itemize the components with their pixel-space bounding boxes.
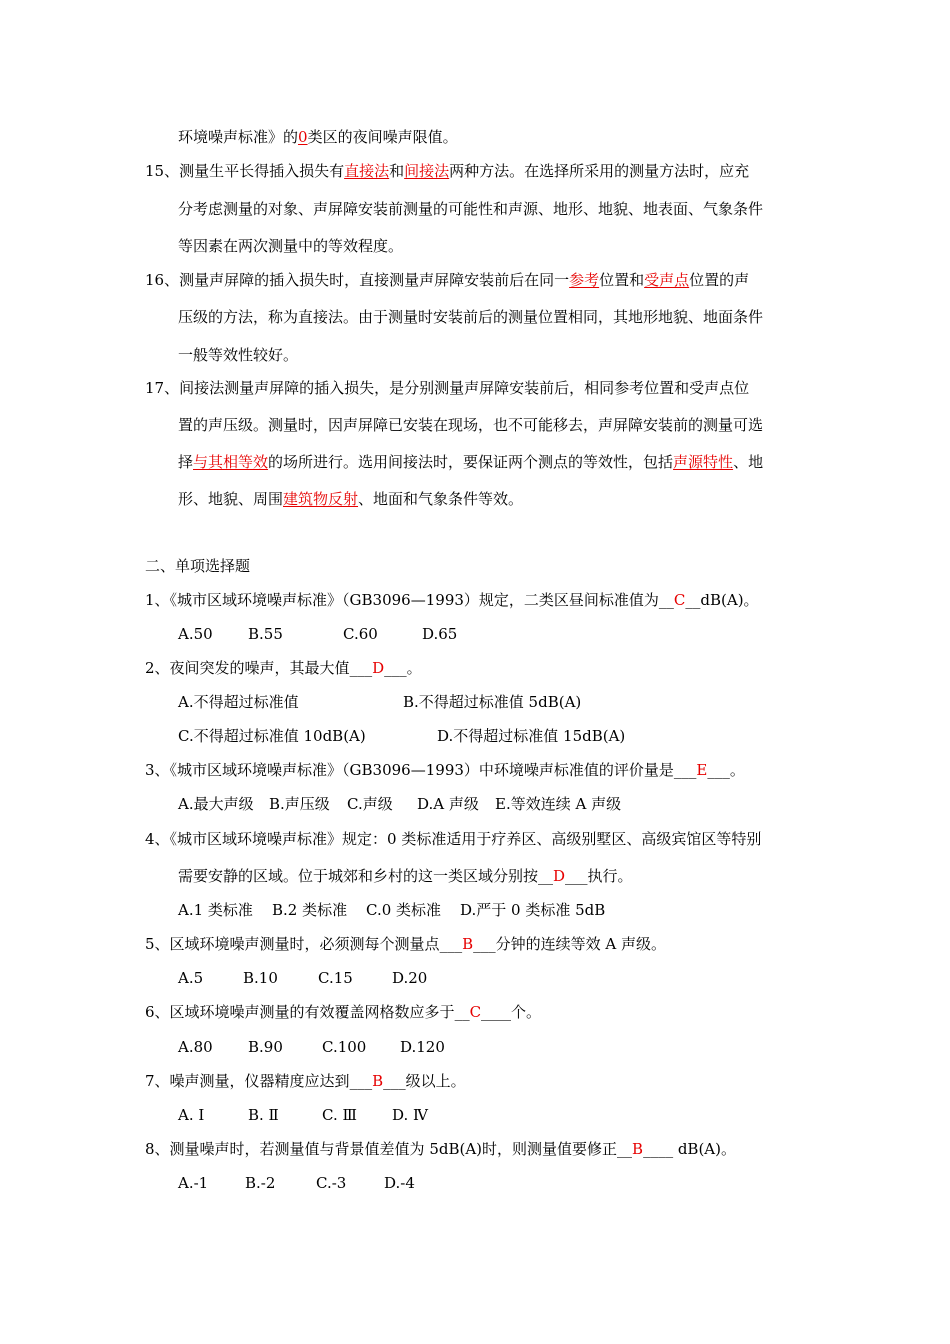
answer: C: [673, 591, 686, 609]
q8-option: B.-2: [245, 1174, 276, 1192]
q8-option: A.-1: [178, 1174, 209, 1192]
q16-line1: 16、测量声屏障的插入损失时，直接测量声屏障安装前后在同一参考位置和受声点位置的声: [145, 271, 750, 289]
q7-stem: 7、噪声测量，仪器精度应达到___B___级以上。: [145, 1072, 466, 1090]
q5-option: D.20: [392, 969, 428, 987]
q2-stem: 2、夜间突发的噪声，其最大值___D___。: [145, 659, 422, 677]
q3-option: E.等效连续 A 声级: [495, 795, 622, 813]
answer: D: [372, 659, 385, 677]
q6-option: B.90: [248, 1038, 283, 1056]
q1-option: D.65: [422, 625, 458, 643]
answer: 间接法: [404, 162, 450, 180]
answer: 与其相等效: [193, 453, 269, 471]
q4-option: A.1 类标准: [178, 901, 253, 919]
q17-line3: 择与其相等效的场所进行。选用间接法时，要保证两个测点的等效性，包括声源特性、地: [178, 453, 764, 471]
q1-stem: 1、《城市区域环境噪声标准》（GB3096—1993）规定，二类区昼间标准值为__C__dB(A)。: [145, 591, 759, 609]
q3-option: A.最大声级: [178, 795, 254, 813]
answer: B: [632, 1140, 644, 1158]
q8-stem: 8、测量噪声时，若测量值与背景值差值为 5dB(A)时，则测量值要修正__B____ dB(A)。: [145, 1140, 736, 1158]
q3-option: C.声级: [347, 795, 393, 813]
q5-option: A.5: [178, 969, 204, 987]
q6-stem: 6、区域环境噪声测量的有效覆盖网格数应多于__C____个。: [145, 1003, 542, 1021]
answer: 建筑物反射: [283, 490, 359, 508]
q2-option: C.不得超过标准值 10dB(A): [178, 727, 366, 745]
q3-option: B.声压级: [269, 795, 330, 813]
answer: E: [696, 761, 708, 779]
answer: 直接法: [344, 162, 390, 180]
q17-line4: 形、地貌、周围建筑物反射、地面和气象条件等效。: [178, 490, 524, 508]
q7-option: B. Ⅱ: [248, 1106, 279, 1124]
q15-line2: 分考虑测量的对象、声屏障安装前测量的可能性和声源、地形、地貌、地表面、气象条件: [178, 200, 764, 218]
q3-stem: 3、《城市区域环境噪声标准》（GB3096—1993）中环境噪声标准值的评价量是___E___。: [145, 761, 745, 779]
q14-continuation: 环境噪声标准》的0类区的夜间噪声限值。: [178, 128, 458, 146]
q7-option: D. Ⅳ: [392, 1106, 429, 1124]
q6-option: A.80: [178, 1038, 213, 1056]
q3-option: D.A 声级: [417, 795, 479, 813]
q1-option: C.60: [343, 625, 378, 643]
q2-option: B.不得超过标准值 5dB(A): [403, 693, 582, 711]
answer: 0: [298, 128, 308, 146]
q15-line1: 15、测量生平长得插入损失有直接法和间接法两种方法。在选择所采用的测量方法时，应充: [145, 162, 750, 180]
q4-option: B.2 类标准: [272, 901, 348, 919]
q1-option: A.50: [178, 625, 213, 643]
q8-option: D.-4: [384, 1174, 415, 1192]
q16-line2: 压级的方法，称为直接法。由于测量时安装前后的测量位置相同，其地形地貌、地面条件: [178, 308, 764, 326]
q1-option: B.55: [248, 625, 283, 643]
q4-line2: 需要安静的区域。位于城郊和乡村的这一类区域分别按__D___执行。: [178, 867, 633, 885]
q7-option: C. Ⅲ: [322, 1106, 357, 1124]
answer: 参考: [569, 271, 600, 289]
q4-option: D.严于 0 类标准 5dB: [460, 901, 606, 919]
q4-option: C.0 类标准: [366, 901, 442, 919]
q5-option: C.15: [318, 969, 353, 987]
q5-stem: 5、区域环境噪声测量时，必须测每个测量点___B___分钟的连续等效 A 声级。: [145, 935, 666, 953]
answer: B: [462, 935, 474, 953]
q2-option: D.不得超过标准值 15dB(A): [437, 727, 626, 745]
q6-option: C.100: [322, 1038, 367, 1056]
q5-option: B.10: [243, 969, 278, 987]
q8-option: C.-3: [316, 1174, 347, 1192]
q15-line3: 等因素在两次测量中的等效程度。: [178, 237, 404, 255]
section-title: 二、单项选择题: [145, 557, 251, 575]
q7-option: A. Ⅰ: [178, 1106, 205, 1124]
q6-option: D.120: [400, 1038, 445, 1056]
answer: B: [372, 1072, 384, 1090]
answer: 声源特性: [673, 453, 734, 471]
q2-option: A.不得超过标准值: [178, 693, 299, 711]
answer: D: [553, 867, 566, 885]
answer: C: [469, 1003, 482, 1021]
q17-line2: 置的声压级。测量时，因声屏障已安装在现场，也不可能移去，声屏障安装前的测量可选: [178, 416, 764, 434]
q16-line3: 一般等效性较好。: [178, 346, 299, 364]
answer: 受声点: [644, 271, 690, 289]
q17-line1: 17、间接法测量声屏障的插入损失，是分别测量声屏障安装前后，相同参考位置和受声点位: [145, 379, 750, 397]
q4-line1: 4、《城市区域环境噪声标准》规定：0 类标准适用于疗养区、高级别墅区、高级宾馆区等特别: [145, 830, 762, 848]
